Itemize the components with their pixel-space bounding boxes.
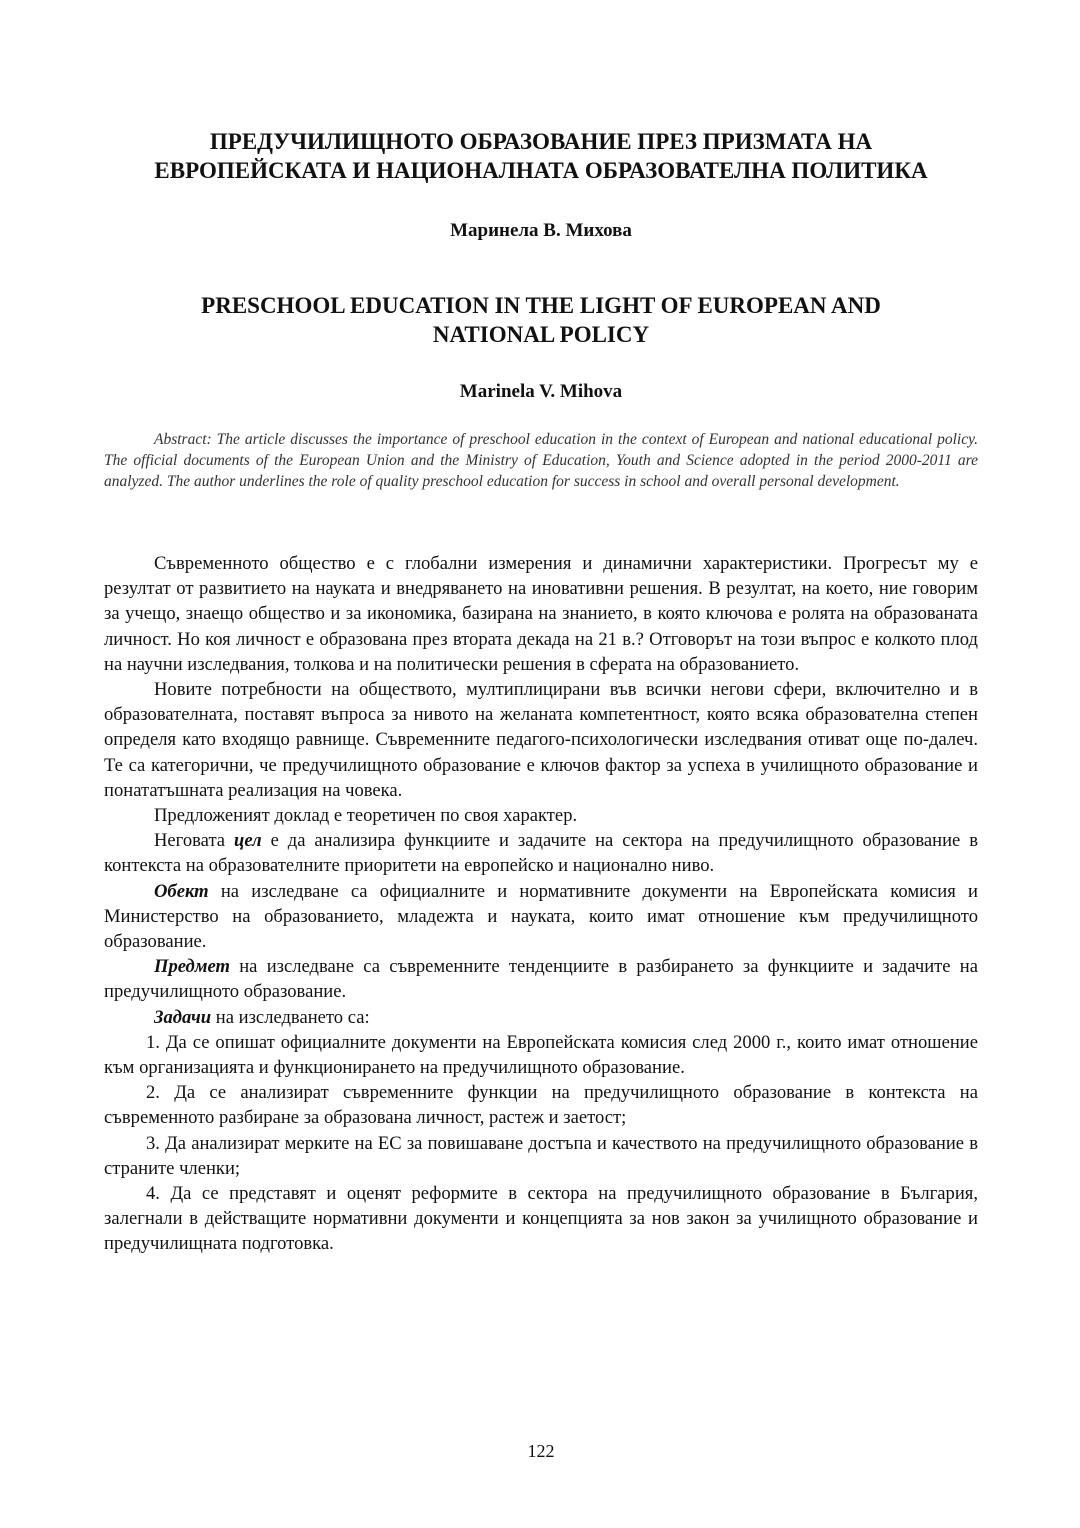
tasks-text: на изследването са:	[211, 1006, 370, 1028]
tasks-term: Задачи	[154, 1006, 212, 1028]
title-bulgarian-line-1: ПРЕДУЧИЛИЩНОТО ОБРАЗОВАНИЕ ПРЕЗ ПРИЗМАТА НА	[209, 129, 873, 154]
author-bulgarian: Маринела В. Михова	[450, 220, 632, 241]
paragraph-1: Съвременното общество е с глобални измерения и динамични характеристики. Прогресът му е резултат от развитието на науката и внедряването на иновативни решения. В резултат, на което, ние говорим за учещо, знаещо общество и за икономика, базирана на знанието, в която ключова е ролята на образованата личност. Но коя личност е образована през втората декада на 21 в.? Отговорът на този въпрос е колкото плод на научни изследвания, толкова и на политически решения в сферата на образованието.	[104, 553, 978, 675]
task-item-2: 2. Да се анализират съвременните функции на предучилищното образование в контекста на съвременното разбиране за образована личност, растеж и заетост;	[104, 1082, 978, 1129]
paragraph-subject	[104, 954, 978, 1004]
paragraph-2: Новите потребности на обществото, мултиплицирани във всички негови сфери, включително и в образователната, поставят въпроса за нивото на желаната компетентност, която всяка образователна степен определя като входящо равнище. Съвременните педагого-психологически изследвания отиват още по-далеч. Те са категорични, че предучилищното образование е ключов фактор за успеха в училищното образование и понататъшната реализация на човека.	[104, 679, 978, 801]
task-item-3: 3. Да анализират мерките на ЕС за повишаване достъпа и качеството на предучилищното образование в страните членки;	[104, 1132, 978, 1179]
paragraph-tasks	[104, 1005, 978, 1030]
title-english	[104, 291, 978, 349]
task-item-1: 1. Да се опишат официалните документи на Европейската комисия след 2000 г., които имат отношение към организацията и функционирането на предучилищното образование.	[104, 1031, 978, 1079]
goal-lead: Неговата	[154, 830, 234, 852]
author-english: Marinela V. Mihova	[459, 381, 623, 402]
page	[104, 0, 978, 1528]
title-bulgarian	[104, 127, 978, 185]
title-english-line-2: NATIONAL POLICY	[432, 322, 650, 347]
goal-text: е да анализира функциите и задачите на сектора на предучилищното образование в контекста на образователните приоритети на европейско и национално ниво.	[104, 830, 978, 877]
page-number: 122	[527, 1441, 555, 1461]
goal-term: цел	[233, 830, 262, 852]
paragraph-object	[104, 879, 978, 955]
paragraph-3: Предложеният доклад е теоретичен по своя характер.	[154, 805, 578, 827]
body-text	[104, 551, 978, 1257]
title-bulgarian-line-2: ЕВРОПЕЙСКАТА И НАЦИОНАЛНАТА ОБРАЗОВАТЕЛНА ПОЛИТИКА	[154, 158, 928, 183]
task-item-4: 4. Да се представят и оценят реформите в сектора на предучилищното образование в България, залегнали в действащите нормативни документи и концепцията за нов закон за училищното образование и предучилищната подготовка.	[104, 1183, 978, 1255]
subject-term: Предмет	[154, 956, 230, 978]
subject-text: на изследване са съвременните тенденциите в разбирането за функциите и задачите на предучилищното образование.	[104, 956, 978, 1003]
paragraph-goal	[104, 828, 978, 878]
title-english-line-1: PRESCHOOL EDUCATION IN THE LIGHT OF EUROPEAN AND	[201, 293, 881, 318]
object-term: Обект	[154, 880, 209, 902]
object-text: на изследване са официалните и нормативните документи на Европейската комисия и Министерство на образованието, младежта и науката, които имат отношение към предучилищното образование.	[104, 880, 978, 953]
abstract: Abstract: The article discusses the importance of preschool education in the context of European and national educational policy. The official documents of the European Union and the Ministry of Education, Youth and Science adopted in the period 2000-2011 are analyzed. The author underlines the role of quality preschool education for success in school and overall personal development.	[104, 431, 978, 490]
